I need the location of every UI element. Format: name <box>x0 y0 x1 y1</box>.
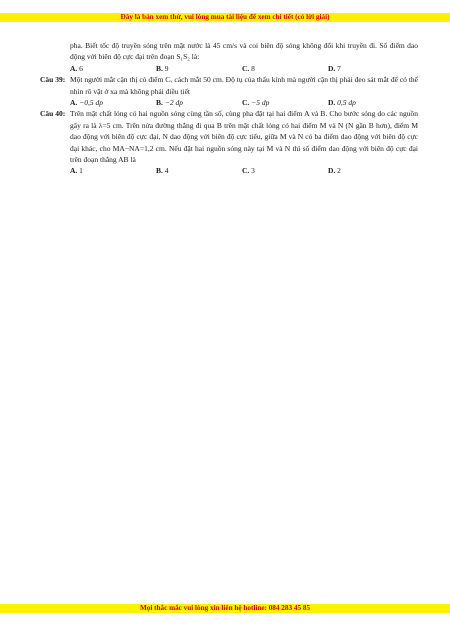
hotline-footer-text: Mọi thắc mắc vui lòng xin liên hệ hotline: 084 283 45 85 <box>139 604 311 612</box>
preview-notice-banner <box>0 13 450 22</box>
option-b: B. −2 dp <box>156 98 183 108</box>
option-d: D. 7 <box>328 63 341 73</box>
option-a: A. −0,5 dp <box>70 98 103 108</box>
hotline-footer-banner <box>0 604 450 613</box>
question-39-text: Một người mắt cận thị có điểm Cᵥ cách mắt 50 cm. Độ tụ của thấu kính mà người cận thị phải đeo sát mắt để có thể nhìn rõ vật ở xa mà không phải điều tiết <box>70 75 418 96</box>
question-39-options <box>70 97 418 108</box>
option-a: A. 6 <box>70 63 83 73</box>
option-b: B. 4 <box>156 166 169 176</box>
question-38-continuation <box>40 40 418 74</box>
option-b: B. 9 <box>156 63 169 73</box>
option-c: C. 8 <box>242 63 255 73</box>
question-40-options <box>70 165 418 176</box>
question-38-text: pha. Biết tốc độ truyền sóng trên mặt nước là 45 cm/s và coi biên độ sóng không đổi khi truyền đi. Số điểm dao động với biên độ cực đại trên đoạn S₁S₂ là: <box>70 41 418 62</box>
option-a: A. 1 <box>70 166 83 176</box>
question-40-label: Câu 40: <box>40 109 66 119</box>
option-d: D. 0,5 dp <box>328 98 356 108</box>
question-39-label: Câu 39: <box>40 75 66 85</box>
option-c: C. 3 <box>242 166 255 176</box>
question-38-options <box>70 63 418 74</box>
question-39 <box>40 74 418 108</box>
document-body <box>40 40 418 177</box>
question-40-text: Trên mặt chất lỏng có hai nguồn sóng cùng tần số, cùng pha đặt tại hai điểm A và B. Cho bước sóng do các nguồn gây ra là λ=5 cm. Trên nửa đường thẳng đi qua B trên mặt chất lỏng có hai điểm M và N (N gần B hơn), điểm M dao động với biên độ cực đại, N dao động với biên độ cực tiểu, giữa M và N có ba điểm dao động với biên độ cực đại khác, cho MA−NA=1,2 cm. Nếu đặt hai nguồn sóng này tại M và N thì số điểm dao động với biên độ cực đại trên đoạn thẳng AB là <box>70 109 418 165</box>
preview-notice-text: Đây là bản xem thử, vui lòng mua tài liệu để xem chi tiết (có lời giải) <box>120 13 330 21</box>
question-40 <box>40 108 418 176</box>
option-c: C. −5 dp <box>242 98 270 108</box>
option-d: D. 2 <box>328 166 341 176</box>
